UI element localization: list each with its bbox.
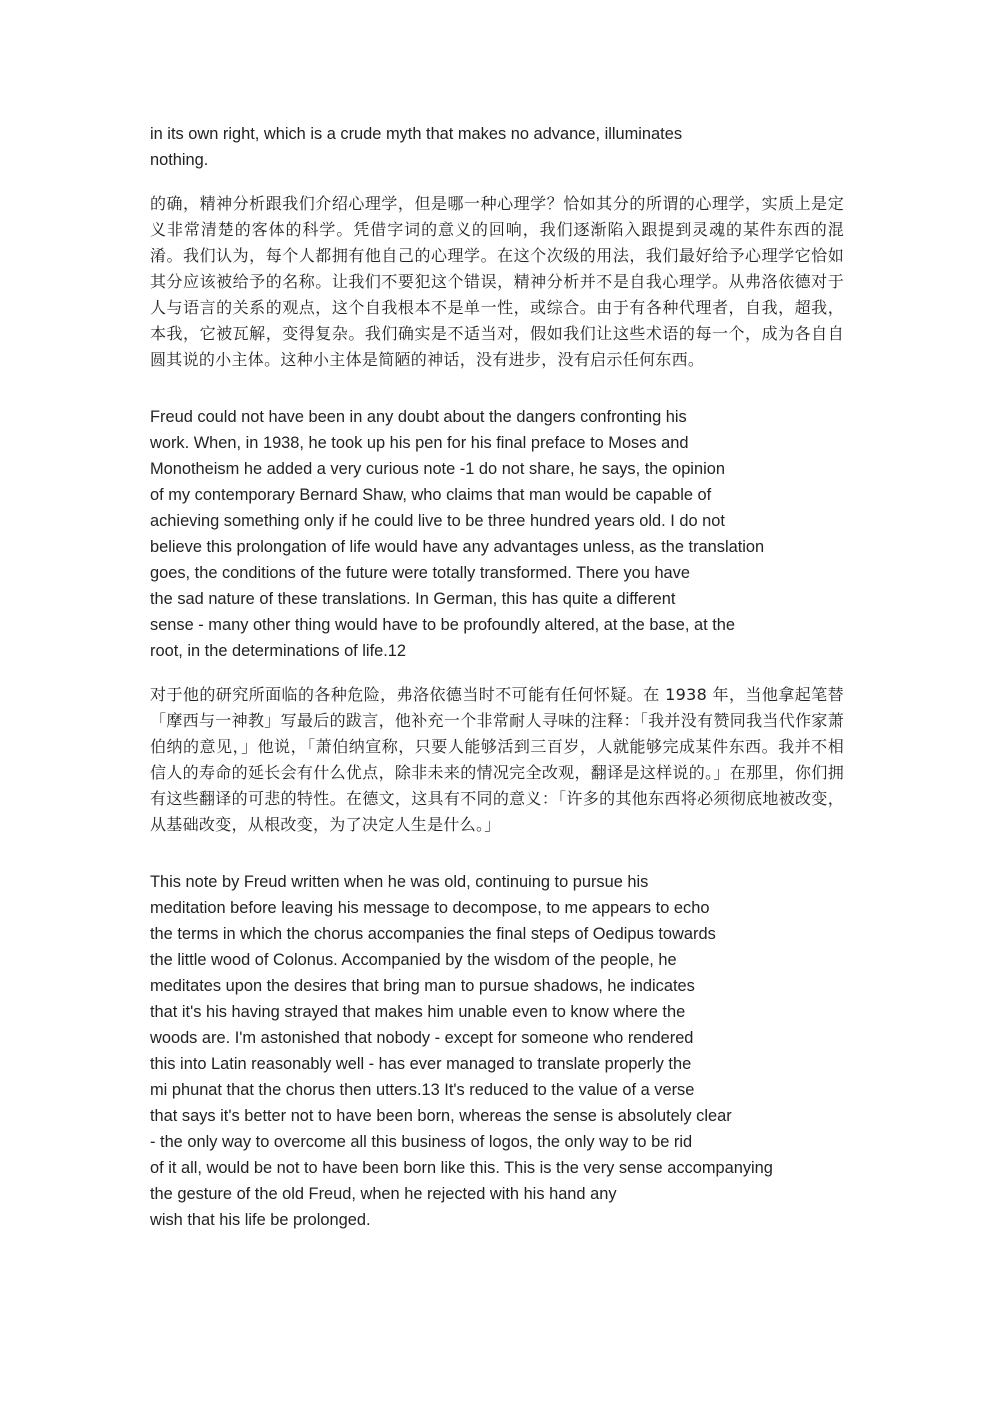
- text-line: goes, the conditions of the future were totally transformed. There you have: [150, 564, 690, 582]
- text-line: woods are. I'm astonished that nobody - except for someone who rendered: [150, 1029, 694, 1047]
- text-line: in its own right, which is a crude myth that makes no advance, illuminates: [150, 125, 683, 143]
- text-line: nothing.: [150, 151, 209, 169]
- text-line: mi phunat that the chorus then utters.13 It's reduced to the value of a verse: [150, 1081, 695, 1099]
- text-line: this into Latin reasonably well - has ever managed to translate properly the: [150, 1055, 692, 1073]
- text-line: of my contemporary Bernard Shaw, who claims that man would be capable of: [150, 486, 712, 504]
- document-page: [150, 121, 850, 1233]
- text-line: achieving something only if he could live to be three hundred years old. I do not: [150, 512, 725, 530]
- text-line: the gesture of the old Freud, when he rejected with his hand any: [150, 1185, 617, 1203]
- text-line: Monotheism he added a very curious note -1 do not share, he says, the opinion: [150, 460, 725, 478]
- text-line: the little wood of Colonus. Accompanied by the wisdom of the people, he: [150, 951, 677, 969]
- english-paragraph-1: [150, 121, 850, 173]
- text-line: Freud could not have been in any doubt about the dangers confronting his: [150, 408, 687, 426]
- text-line: root, in the determinations of life.12: [150, 642, 407, 660]
- text-line: wish that his life be prolonged.: [150, 1211, 371, 1229]
- text-line: work. When, in 1938, he took up his pen for his final preface to Moses and: [150, 434, 689, 452]
- text-line: This note by Freud written when he was old, continuing to pursue his: [150, 873, 649, 891]
- text-line: that it's his having strayed that makes him unable even to know where the: [150, 1003, 686, 1021]
- text-line: sense - many other thing would have to be profoundly altered, at the base, at the: [150, 616, 735, 634]
- text-line: - the only way to overcome all this business of logos, the only way to be rid: [150, 1133, 693, 1151]
- english-paragraph-3: [150, 869, 850, 1233]
- text-line: believe this prolongation of life would have any advantages unless, as the translation: [150, 538, 765, 556]
- text-line: of it all, would be not to have been born like this. This is the very sense accompanying: [150, 1159, 773, 1177]
- text-line: that says it's better not to have been born, whereas the sense is absolutely clear: [150, 1107, 732, 1125]
- chinese-paragraph-2: 对于他的研究所面临的各种危险，弗洛依德当时不可能有任何怀疑。在 1938 年，当他拿起笔替「摩西与一神教」写最后的跋言，他补充一个非常耐人寻味的注释：「我并没有赞同我当代作家萧伯纳的意见，」他说，「萧伯纳宣称，只要人能够活到三百岁，人就能够完成某件东西。我并不相信人的寿命的延长会有什么优点，除非未来的情况完全改观，翻译是这样说的。」在那里，你们拥有这些翻译的可悲的特性。在德文，这具有不同的意义：「许多的其他东西将必须彻底地被改变，从基础改变，从根改变，为了决定人生是什么。」: [150, 685, 844, 834]
- text-line: meditates upon the desires that bring man to pursue shadows, he indicates: [150, 977, 695, 995]
- text-line: the sad nature of these translations. In German, this has quite a different: [150, 590, 676, 608]
- text-line: meditation before leaving his message to decompose, to me appears to echo: [150, 899, 710, 917]
- english-paragraph-2: [150, 404, 850, 664]
- chinese-paragraph-1: 的确，精神分析跟我们介绍心理学，但是哪一种心理学？恰如其分的所谓的心理学，实质上是定义非常清楚的客体的科学。凭借字词的意义的回响，我们逐渐陷入跟提到灵魂的某件东西的混淆。我们认为，每个人都拥有他自己的心理学。在这个次级的用法，我们最好给予心理学它恰如其分应该被给予的名称。让我们不要犯这个错误，精神分析并不是自我心理学。从弗洛依德对于人与语言的关系的观点，这个自我根本不是单一性，或综合。由于有各种代理者，自我，超我，本我，它被瓦解，变得复杂。我们确实是不适当对，假如我们让这些术语的每一个，成为各自自圆其说的小主体。这种小主体是简陋的神话，没有进步，没有启示任何东西。: [150, 194, 844, 369]
- text-line: the terms in which the chorus accompanies the final steps of Oedipus towards: [150, 925, 716, 943]
